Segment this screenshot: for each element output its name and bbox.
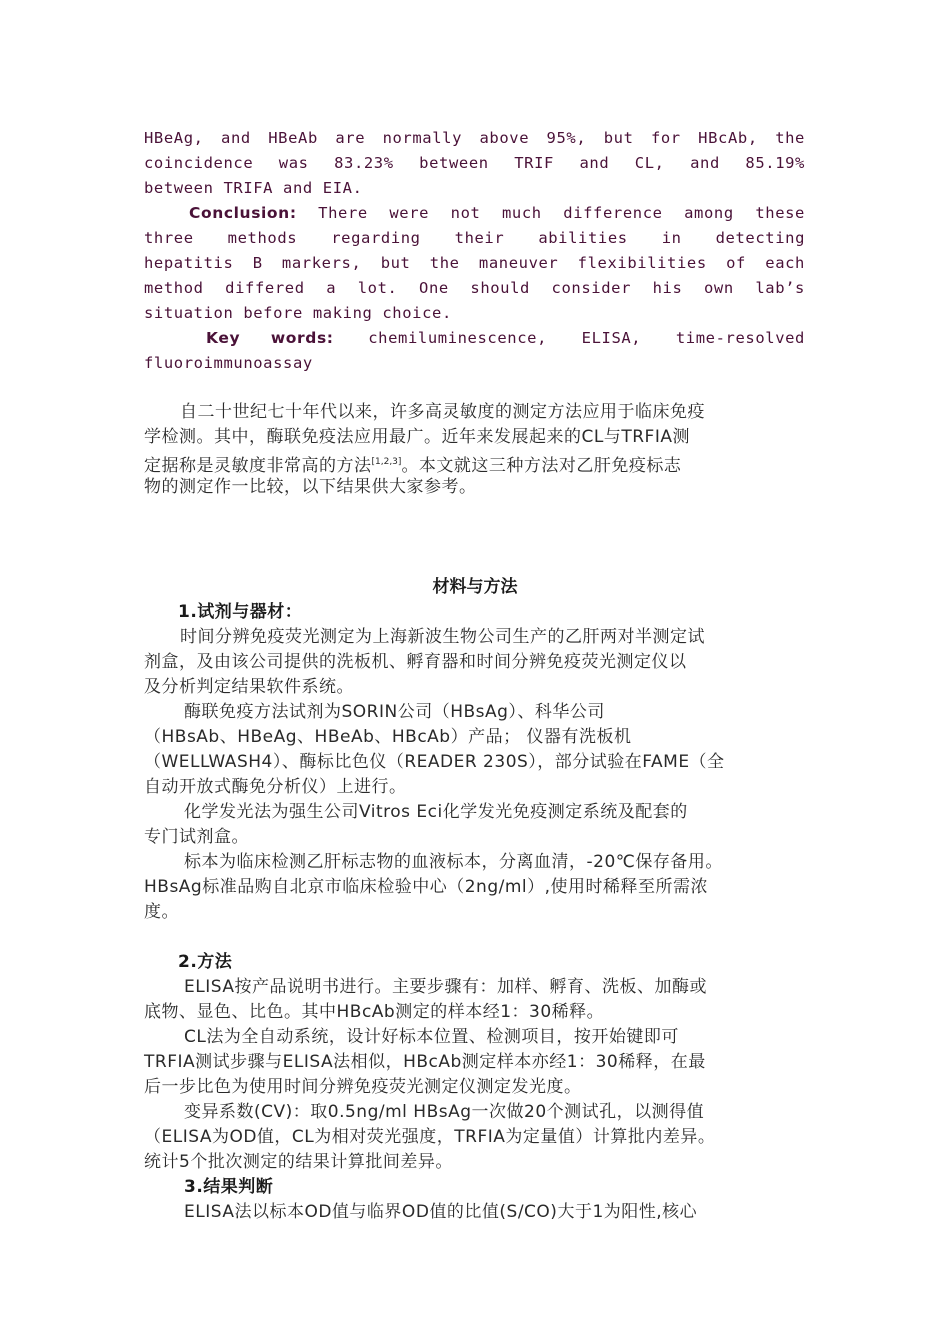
- para-line: 标本为临床检测乙肝标志物的血液标本，分离血清，-20℃保存备用。: [184, 852, 723, 872]
- section-title: 材料与方法: [432, 577, 518, 597]
- abstract-line: three methods regarding their abilities in detecting: [144, 229, 805, 247]
- para-line: 化学发光法为强生公司Vitros Eci化学发光免疫测定系统及配套的: [184, 802, 688, 822]
- para-line: 及分析判定结果软件系统。: [144, 677, 354, 697]
- para-line: （WELLWASH4）、酶标比色仪（READER 230S），部分试验在FAME（全: [144, 752, 725, 772]
- para-line: 剂盒，及由该公司提供的洗板机、孵育器和时间分辨免疫荧光测定仪以: [144, 652, 687, 672]
- intro-line: 学检测。其中，酶联免疫法应用最广。近年来发展起来的CL与TRFIA测: [144, 427, 690, 447]
- para-line: HBsAg标准品购自北京市临床检验中心（2ng/ml）,使用时稀释至所需浓: [144, 877, 709, 897]
- intro-text: 定据称是灵敏度非常高的方法: [144, 456, 372, 476]
- abstract-line: HBeAg, and HBeAb are normally above 95%, but for HBcAb, the: [144, 129, 805, 147]
- para-line: ELISA法以标本OD值与临界OD值的比值(S/CO)大于1为阳性,核心: [184, 1202, 698, 1222]
- english-abstract: [144, 126, 805, 376]
- intro-line: [144, 450, 814, 475]
- para-line: （ELISA为OD值，CL为相对荧光强度，TRFIA为定量值）计算批内差异。: [144, 1127, 716, 1147]
- para-line: 自动开放式酶免分析仪）上进行。: [144, 777, 407, 797]
- conclusion-label: Conclusion:: [189, 204, 297, 222]
- para-line: （HBsAb、HBeAg、HBeAb、HBcAb）产品； 仪器有洗板机: [144, 727, 632, 747]
- abstract-line: between TRIFA and EIA.: [144, 179, 363, 197]
- para-line: CL法为全自动系统，设计好标本位置、检测项目，按开始键即可: [184, 1027, 679, 1047]
- citation: [1,2,3]: [371, 457, 402, 467]
- para-line: 统计5个批次测定的结果计算批间差异。: [144, 1152, 453, 1172]
- para-line: ELISA按产品说明书进行。主要步骤有：加样、孵育、洗板、加酶或: [184, 977, 707, 997]
- para-line: TRFIA测试步骤与ELISA法相似，HBcAb测定样本亦经1：30稀释，在最: [144, 1052, 706, 1072]
- para-line: 时间分辨免疫荧光测定为上海新波生物公司生产的乙肝两对半测定试: [180, 627, 705, 647]
- abstract-line: fluoroimmunoassay: [144, 354, 313, 372]
- keywords-text: chemiluminescence, ELISA, time-resolved: [368, 329, 805, 347]
- intro-line: 自二十世纪七十年代以来，许多高灵敏度的测定方法应用于临床免疫: [180, 402, 705, 422]
- para-line: 酶联免疫方法试剂为SORIN公司（HBsAg）、科华公司: [184, 702, 605, 722]
- abstract-line: coincidence was 83.23% between TRIF and CL, and 85.19%: [144, 154, 805, 172]
- intro-text: 。本文就这三种方法对乙肝免疫标志: [401, 456, 682, 476]
- abstract-line: method differed a lot. One should consider his own lab’s: [144, 279, 805, 297]
- conclusion-line: [144, 201, 805, 226]
- para-line: 变异系数(CV)：取0.5ng/ml HBsAg一次做20个测试孔，以测得值: [184, 1102, 705, 1122]
- introduction: [144, 400, 814, 500]
- para-line: 度。: [144, 902, 179, 922]
- para-line: 后一步比色为使用时间分辨免疫荧光测定仪测定发光度。: [144, 1077, 582, 1097]
- subheading-reagents: 1.试剂与器材：: [178, 602, 303, 622]
- conclusion-text: There were not much difference among these: [318, 204, 805, 222]
- keywords-label: Key words:: [206, 329, 334, 347]
- materials-methods: [144, 600, 814, 1225]
- para-line: 底物、显色、比色。其中HBcAb测定的样本经1：30稀释。: [144, 1002, 605, 1022]
- subheading-judgement: 3.结果判断: [184, 1177, 274, 1197]
- abstract-line: situation before making choice.: [144, 304, 452, 322]
- intro-line: 物的测定作一比较，以下结果供大家参考。: [144, 477, 477, 497]
- blank-line: [144, 925, 814, 950]
- subheading-methods: 2.方法: [178, 952, 233, 972]
- abstract-line: hepatitis B markers, but the maneuver flexibilities of each: [144, 254, 805, 272]
- para-line: 专门试剂盒。: [144, 827, 249, 847]
- keywords-line: [144, 326, 805, 351]
